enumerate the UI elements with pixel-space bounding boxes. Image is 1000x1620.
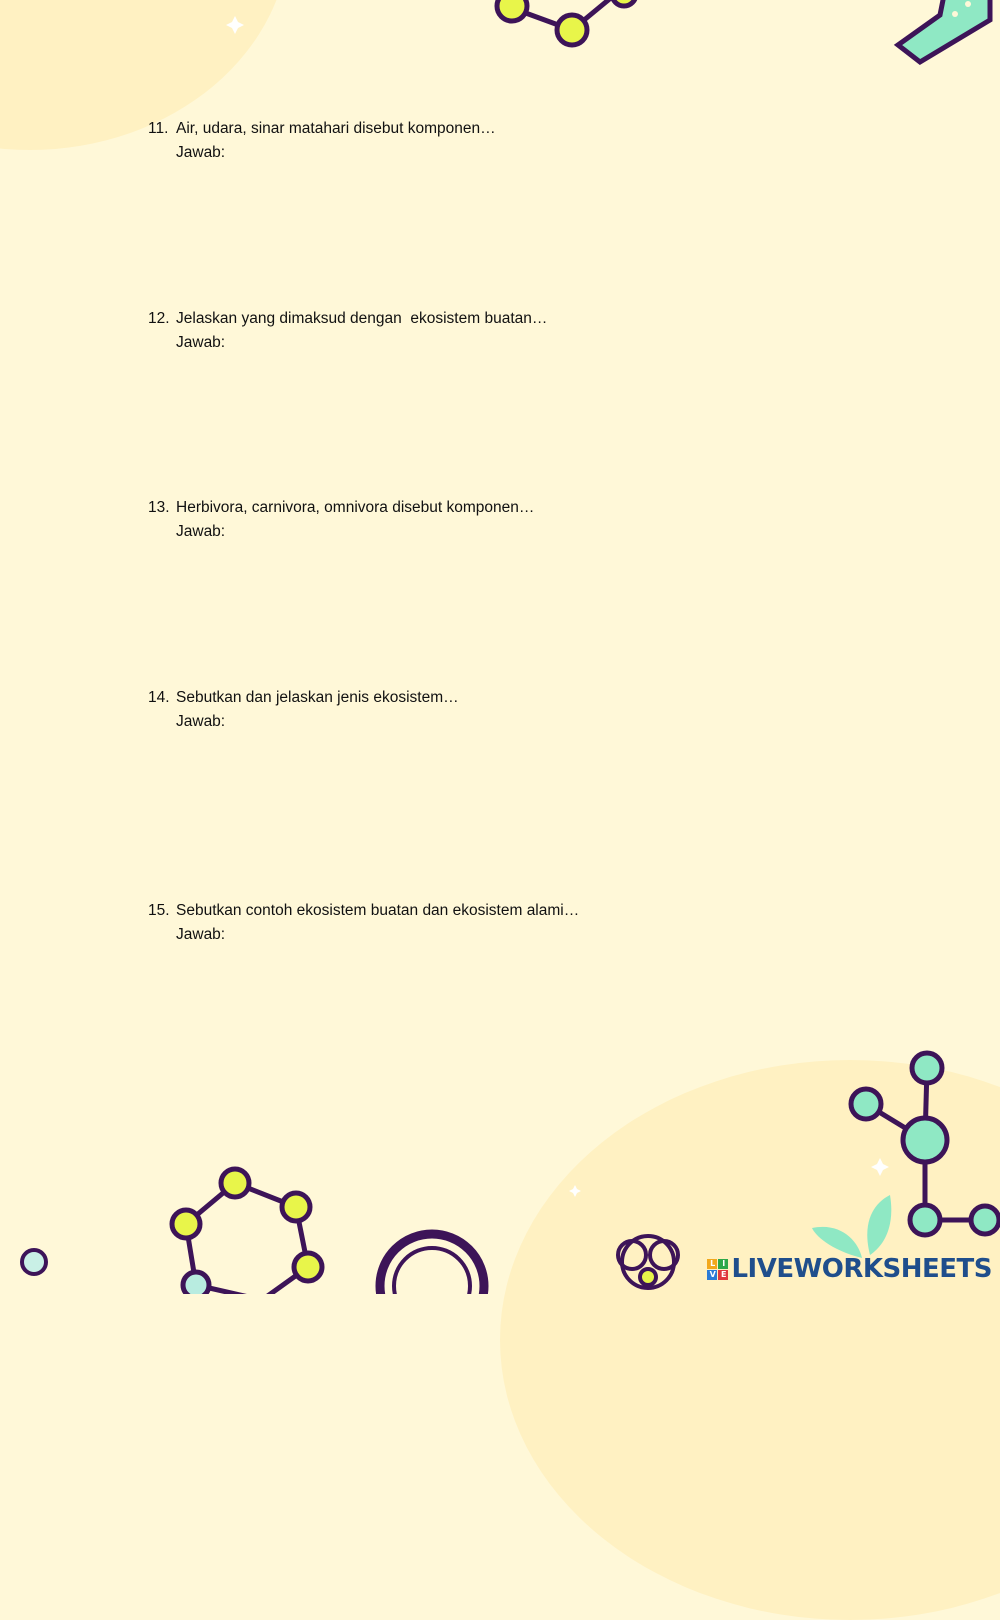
small-ring-icon <box>22 1250 46 1274</box>
liveworksheets-logo <box>707 1254 992 1284</box>
question-text: Sebutkan dan jelaskan jenis ekosistem… <box>176 689 459 706</box>
leaf-icon <box>812 1195 891 1258</box>
question-text: Herbivora, carnivora, omnivora disebut komponen… <box>176 499 535 516</box>
question-number: 13. <box>148 499 170 516</box>
question-15 <box>148 899 579 947</box>
question-number: 14. <box>148 689 170 706</box>
liveworksheets-logo-icon: L I V E <box>707 1259 728 1280</box>
answer-label: Jawab: <box>176 334 226 351</box>
question-14 <box>148 686 459 734</box>
question-number: 15. <box>148 902 170 919</box>
answer-label: Jawab: <box>176 926 226 943</box>
biohazard-icon <box>618 1236 678 1288</box>
question-text: Air, udara, sinar matahari disebut komponen… <box>176 120 496 137</box>
question-number: 12. <box>148 310 170 327</box>
question-11 <box>148 117 496 165</box>
answer-label: Jawab: <box>176 144 226 161</box>
question-12 <box>148 307 547 355</box>
answer-label: Jawab: <box>176 713 226 730</box>
brand-name: LIVEWORKSHEETS <box>731 1254 992 1284</box>
top-molecule-icon <box>497 0 636 45</box>
flask-icon <box>898 0 990 62</box>
question-text: Sebutkan contoh ekosistem buatan dan ekosistem alami… <box>176 902 580 919</box>
question-number: 11. <box>148 120 169 137</box>
bottom-right-molecule-icon <box>851 1053 999 1235</box>
large-ring-icon <box>380 1234 484 1294</box>
question-13 <box>148 496 534 544</box>
question-text: Jelaskan yang dimaksud dengan ekosistem buatan… <box>176 310 548 327</box>
hexagon-molecule-icon <box>172 1169 322 1294</box>
answer-label: Jawab: <box>176 523 226 540</box>
sparkle-icon <box>226 16 889 1197</box>
